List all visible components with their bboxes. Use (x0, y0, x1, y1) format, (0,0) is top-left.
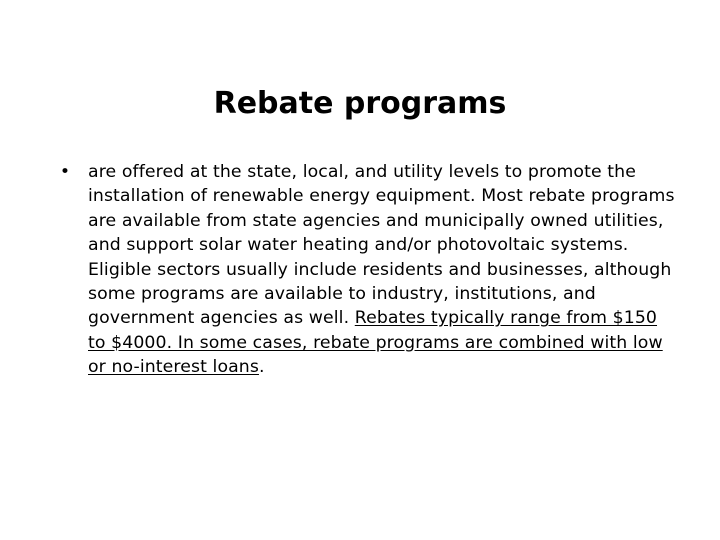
underlined-rebate-range-text: Rebates typically range from $150 to $4000. In some cases, rebate programs are combined with low or no-interest loans (88, 308, 663, 378)
bullet-list (58, 160, 678, 380)
bullet-marker: • (59, 162, 71, 182)
bullet-text: are offered at the state, local, and utility levels to promote the installation of renewable energy equipment. Most rebate programs are available from state agencies and municipally owned utilities, and support solar water heating and/or photovoltaic systems. Eligible sectors usually include residents and businesses, although some programs are available to industry, institutions, and government agencies as well. (88, 162, 675, 329)
slide-title: Rebate programs (213, 86, 507, 121)
bullet-item (58, 160, 678, 380)
bullet-trailing-period: . (258, 357, 265, 378)
